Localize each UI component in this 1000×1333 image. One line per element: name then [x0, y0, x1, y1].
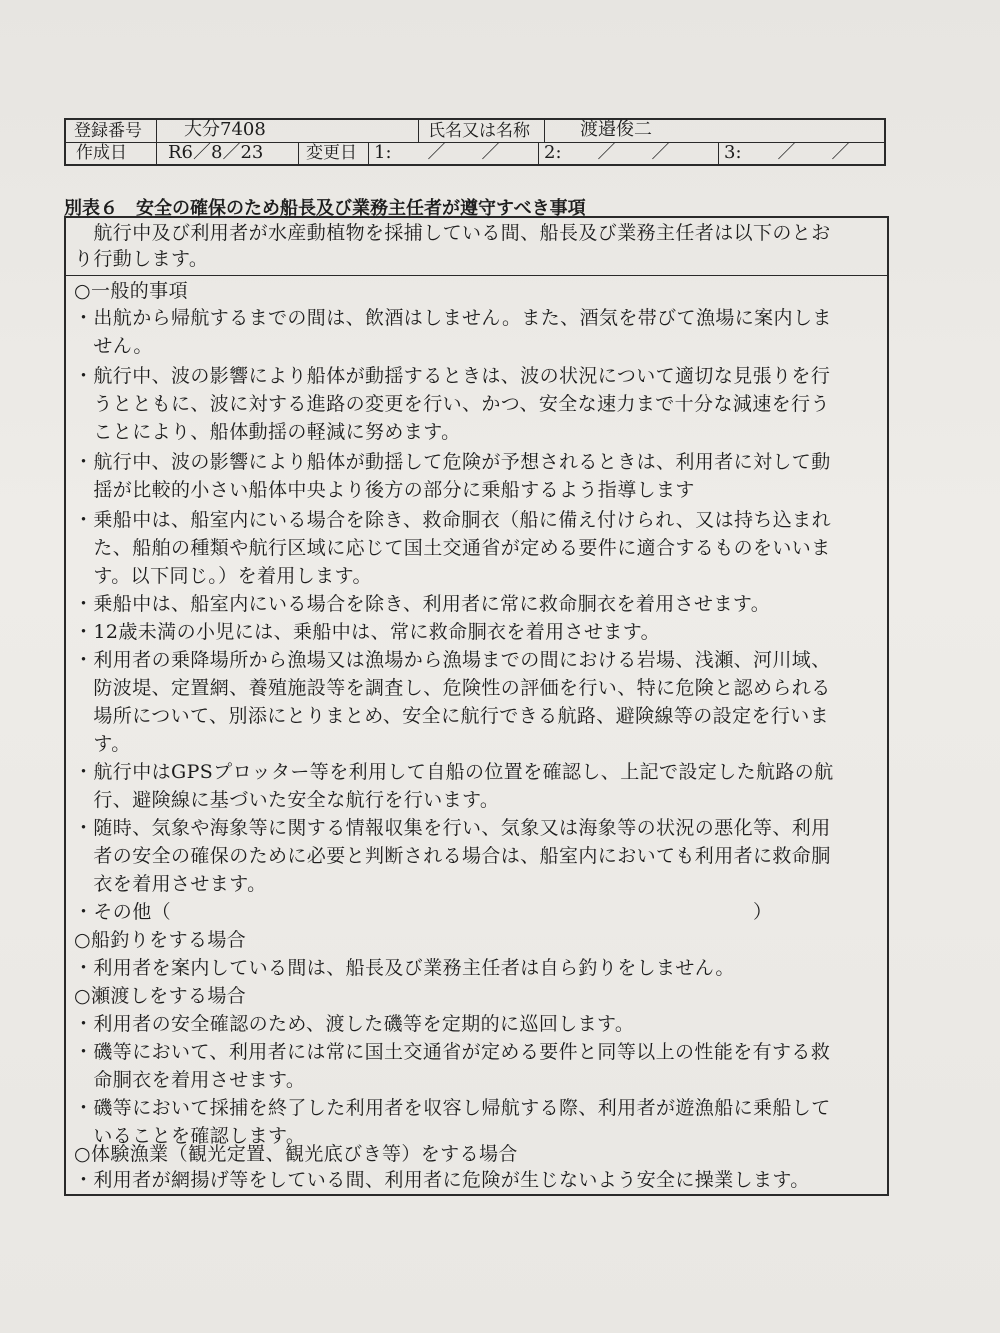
name-label: 氏名又は名称 — [428, 121, 530, 141]
list-line: 防波堤、定置網、養殖施設等を調査し、危険性の評価を行い、特に危険と認められる — [74, 677, 831, 699]
table-divider — [298, 142, 299, 164]
list-line: ・航行中、波の影響により船体が動揺して危険が予想されるときは、利用者に対して動 — [74, 451, 831, 473]
table-divider — [156, 120, 157, 164]
list-line: ・航行中、波の影響により船体が動揺するときは、波の状況について適切な見張りを行 — [74, 365, 831, 387]
registration-header-table — [64, 118, 886, 166]
created-date-label: 作成日 — [76, 143, 127, 163]
registration-number-label: 登録番号 — [74, 121, 142, 141]
intro-divider — [66, 275, 887, 276]
list-line: ・乗船中は、船室内にいる場合を除き、救命胴衣（船に備え付けられ、又は持ち込まれ — [74, 509, 831, 531]
table-divider — [538, 142, 539, 164]
list-line: ・利用者の安全確認のため、渡した磯等を定期的に巡回します。 — [74, 1013, 635, 1035]
intro-line: 航行中及び利用者が水産動植物を採捕している間、船長及び業務主任者は以下のとお — [74, 222, 831, 244]
list-line: ・磯等において、利用者には常に国土交通省が定める要件と同等以上の性能を有する救 — [74, 1041, 831, 1063]
list-line: 者の安全の確保のために必要と判断される場合は、船室内においても利用者に救命胴 — [74, 845, 831, 867]
list-line: た、船舶の種類や航行区域に応じて国土交通省が定める要件に適合するものをいいま — [74, 537, 831, 559]
list-line: ・利用者が網揚げ等をしている間、利用者に危険が生じないよう安全に操業します。 — [74, 1169, 810, 1191]
list-line: ことにより、船体動揺の軽減に努めます。 — [74, 421, 461, 443]
change-date-2: 2: ／ ／ — [544, 142, 670, 163]
heading-boat-fishing: ○船釣りをする場合 — [74, 929, 247, 951]
list-line: ・利用者の乗降場所から漁場又は漁場から漁場までの間における岩場、浅瀬、河川域、 — [74, 649, 831, 671]
name-value: 渡邉俊二 — [580, 119, 652, 140]
list-line: ・その他（ ） — [74, 901, 773, 923]
list-line: ・随時、気象や海象等に関する情報収集を行い、気象又は海象等の状況の悪化等、利用 — [74, 817, 831, 839]
section-title: 別表６ 安全の確保のため船長及び業務主任者が遵守すべき事項 — [64, 198, 586, 219]
list-line: 揺が比較的小さい船体中央より後方の部分に乗船するよう指導します — [74, 479, 695, 501]
list-line: ・航行中はGPSプロッター等を利用して自船の位置を確認し、上記で設定した航路の航 — [74, 761, 834, 783]
list-line: ・利用者を案内している間は、船長及び業務主任者は自ら釣りをしません。 — [74, 957, 735, 979]
table-divider — [718, 142, 719, 164]
table-divider — [544, 120, 545, 142]
heading-general: ○一般的事項 — [74, 280, 188, 302]
intro-line: り行動します。 — [74, 248, 209, 270]
created-date-value: R6／8／23 — [168, 142, 264, 163]
list-line: す。以下同じ。）を着用します。 — [74, 565, 372, 587]
list-line: せん。 — [74, 335, 153, 357]
list-line: 命胴衣を着用させます。 — [74, 1069, 306, 1091]
rules-box — [64, 216, 889, 1196]
heading-ferry: ○瀬渡しをする場合 — [74, 985, 247, 1007]
list-line: 行、避険線に基づいた安全な航行を行います。 — [74, 789, 500, 811]
heading-experience-fishing: ○体験漁業（観光定置、観光底びき等）をする場合 — [74, 1143, 518, 1165]
list-line: ・磯等において採捕を終了した利用者を収容し帰航する際、利用者が遊漁船に乗船して — [74, 1097, 831, 1119]
change-date-3: 3: ／ ／ — [724, 142, 850, 163]
list-line: いることを確認します。 — [74, 1125, 306, 1147]
list-line: 場所について、別添にとりまとめ、安全に航行できる航路、避険線等の設定を行いま — [74, 705, 830, 727]
registration-number-value: 大分7408 — [184, 119, 266, 140]
table-divider — [418, 120, 419, 142]
list-line: 衣を着用させます。 — [74, 873, 267, 895]
list-line: うとともに、波に対する進路の変更を行い、かつ、安全な速力まで十分な減速を行う — [74, 393, 830, 415]
list-line: ・乗船中は、船室内にいる場合を除き、利用者に常に救命胴衣を着用させます。 — [74, 593, 771, 615]
list-line: ・出航から帰航するまでの間は、飲酒はしません。また、酒気を帯びて漁場に案内しま — [74, 307, 832, 329]
changed-date-label: 変更日 — [306, 143, 357, 163]
table-divider — [368, 142, 369, 164]
list-line: す。 — [74, 733, 131, 755]
list-line: ・12歳未満の小児には、乗船中は、常に救命胴衣を着用させます。 — [74, 621, 661, 643]
change-date-1: 1: ／ ／ — [374, 142, 500, 163]
